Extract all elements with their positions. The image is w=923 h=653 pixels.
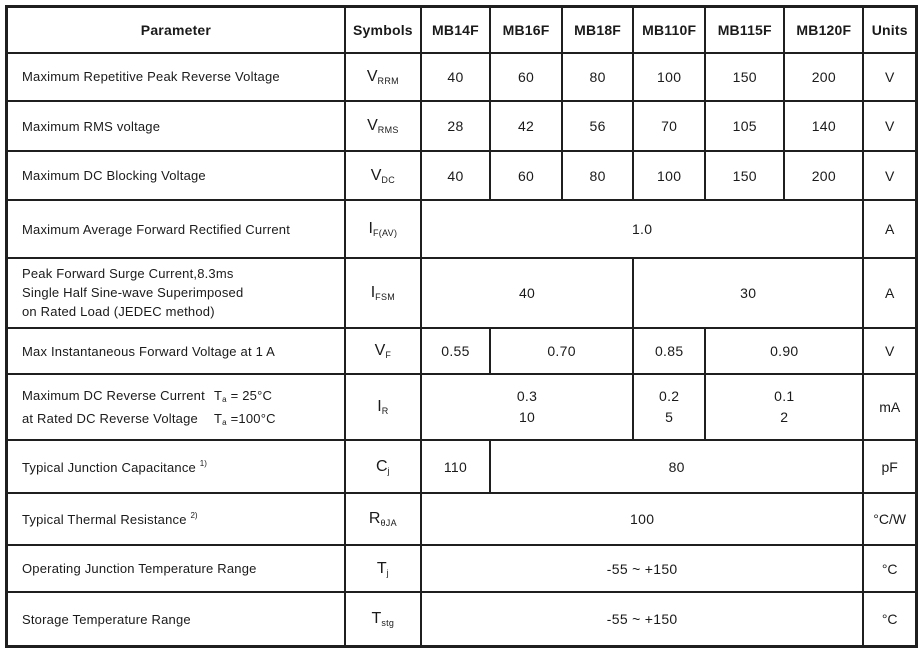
unit-cell: A [863, 200, 916, 257]
value-cell-span-all: 100 [421, 493, 863, 545]
table-row-ir [7, 374, 917, 440]
value-cell: 0.55 [421, 328, 490, 374]
value-cell: 56 [562, 101, 633, 151]
column-header-mb18f: MB18F [562, 7, 633, 53]
symbol-cell: $I_R$ [345, 374, 421, 440]
column-header-mb14f: MB14F [421, 7, 490, 53]
value-cell: 60 [490, 151, 562, 200]
symbol-cell: $V_{RMS}$ [345, 101, 421, 151]
footnote-marker-2: 2) [190, 510, 198, 520]
value-cell-span-2: 0.1 2 [705, 374, 863, 440]
symbol-cell: $V_{RRM}$ [345, 53, 421, 101]
table-header-row [7, 7, 917, 53]
symbol-cell: $I_{F(AV)}$ [345, 200, 421, 257]
symbol-cell: $T_j$ [345, 545, 421, 592]
value-cell: 150 [705, 151, 784, 200]
column-header-symbols: Symbols [345, 7, 421, 53]
value-cell-span-3: 0.3 10 [421, 374, 633, 440]
value-cell: 0.85 [633, 328, 705, 374]
condition-ta-100c: $T_a =100^\circ C$ [214, 410, 276, 427]
table-row-tj [7, 545, 917, 592]
symbol-cell: $R_{\theta JA}$ [345, 493, 421, 545]
value-cell: 60 [490, 53, 562, 101]
column-header-mb115f: MB115F [705, 7, 784, 53]
value-cell: 80 [562, 151, 633, 200]
unit-cell: V [863, 53, 916, 101]
value-cell-span-5: 80 [490, 440, 863, 492]
ratings-table [5, 5, 918, 648]
value-cell: 140 [784, 101, 863, 151]
parameter-cell: Maximum DC Reverse Current $T_a = 25^\circ C$ at Rated DC Reverse Voltage $T_a =100^\circ C$ [7, 374, 345, 440]
value-cell-span-2: 0.70 [490, 328, 633, 374]
symbol-cell: $C_j$ [345, 440, 421, 492]
table-row-ifsm [7, 258, 917, 328]
parameter-cell: Typical Thermal Resistance $^{2)}$ [7, 493, 345, 545]
value-cell-span-3: 30 [633, 258, 863, 328]
table-row-cj [7, 440, 917, 492]
value-cell: 110 [421, 440, 490, 492]
value-cell-span-all: -55 ~ +150 [421, 545, 863, 592]
symbol-cell: $I_{FSM}$ [345, 258, 421, 328]
parameter-cell: Maximum RMS voltage [7, 101, 345, 151]
value-cell: 100 [633, 151, 705, 200]
footnote-marker-1: 1) [199, 458, 207, 468]
value-cell: 40 [421, 151, 490, 200]
table-row-vdc [7, 151, 917, 200]
column-header-parameter: Parameter [7, 7, 345, 53]
table-row-ifav [7, 200, 917, 257]
unit-cell: pF [863, 440, 916, 492]
unit-cell: °C/W [863, 493, 916, 545]
table-row-tstg [7, 592, 917, 646]
value-cell: 70 [633, 101, 705, 151]
parameter-cell: Typical Junction Capacitance $^{1)}$ [7, 440, 345, 492]
table-row-vrms [7, 101, 917, 151]
value-cell: 105 [705, 101, 784, 151]
unit-cell: mA [863, 374, 916, 440]
value-cell-span-2: 0.90 [705, 328, 863, 374]
column-header-units: Units [863, 7, 916, 53]
unit-cell: V [863, 101, 916, 151]
value-cell: 42 [490, 101, 562, 151]
symbol-cell: $V_{DC}$ [345, 151, 421, 200]
table-row-rthja [7, 493, 917, 545]
value-cell-span-3: 40 [421, 258, 633, 328]
value-cell: 40 [421, 53, 490, 101]
parameter-cell: Storage Temperature Range [7, 592, 345, 646]
unit-cell: °C [863, 545, 916, 592]
unit-cell: V [863, 151, 916, 200]
value-cell: 150 [705, 53, 784, 101]
symbol-cell: $V_F$ [345, 328, 421, 374]
unit-cell: °C [863, 592, 916, 646]
value-cell-span-all: 1.0 [421, 200, 863, 257]
parameter-cell: Maximum Repetitive Peak Reverse Voltage [7, 53, 345, 101]
column-header-mb120f: MB120F [784, 7, 863, 53]
column-header-mb110f: MB110F [633, 7, 705, 53]
value-cell: 80 [562, 53, 633, 101]
value-cell: 200 [784, 53, 863, 101]
unit-cell: A [863, 258, 916, 328]
value-cell: 100 [633, 53, 705, 101]
parameter-cell: Maximum Average Forward Rectified Current [7, 200, 345, 257]
table-row-vf [7, 328, 917, 374]
parameter-cell: Maximum DC Blocking Voltage [7, 151, 345, 200]
value-cell-span-all: -55 ~ +150 [421, 592, 863, 646]
symbol-cell: $T_{stg}$ [345, 592, 421, 646]
unit-cell: V [863, 328, 916, 374]
column-header-mb16f: MB16F [490, 7, 562, 53]
parameter-cell: Peak Forward Surge Current,8.3ms Single Half Sine-wave Superimposed on Rated Load (JEDEC method) [7, 258, 345, 328]
value-cell: 28 [421, 101, 490, 151]
parameter-cell: Operating Junction Temperature Range [7, 545, 345, 592]
value-cell: 200 [784, 151, 863, 200]
condition-ta-25c: $T_a = 25^\circ C$ [214, 387, 273, 404]
parameter-cell: Max Instantaneous Forward Voltage at 1 A [7, 328, 345, 374]
value-cell: 0.2 5 [633, 374, 705, 440]
table-row-vrrm [7, 53, 917, 101]
